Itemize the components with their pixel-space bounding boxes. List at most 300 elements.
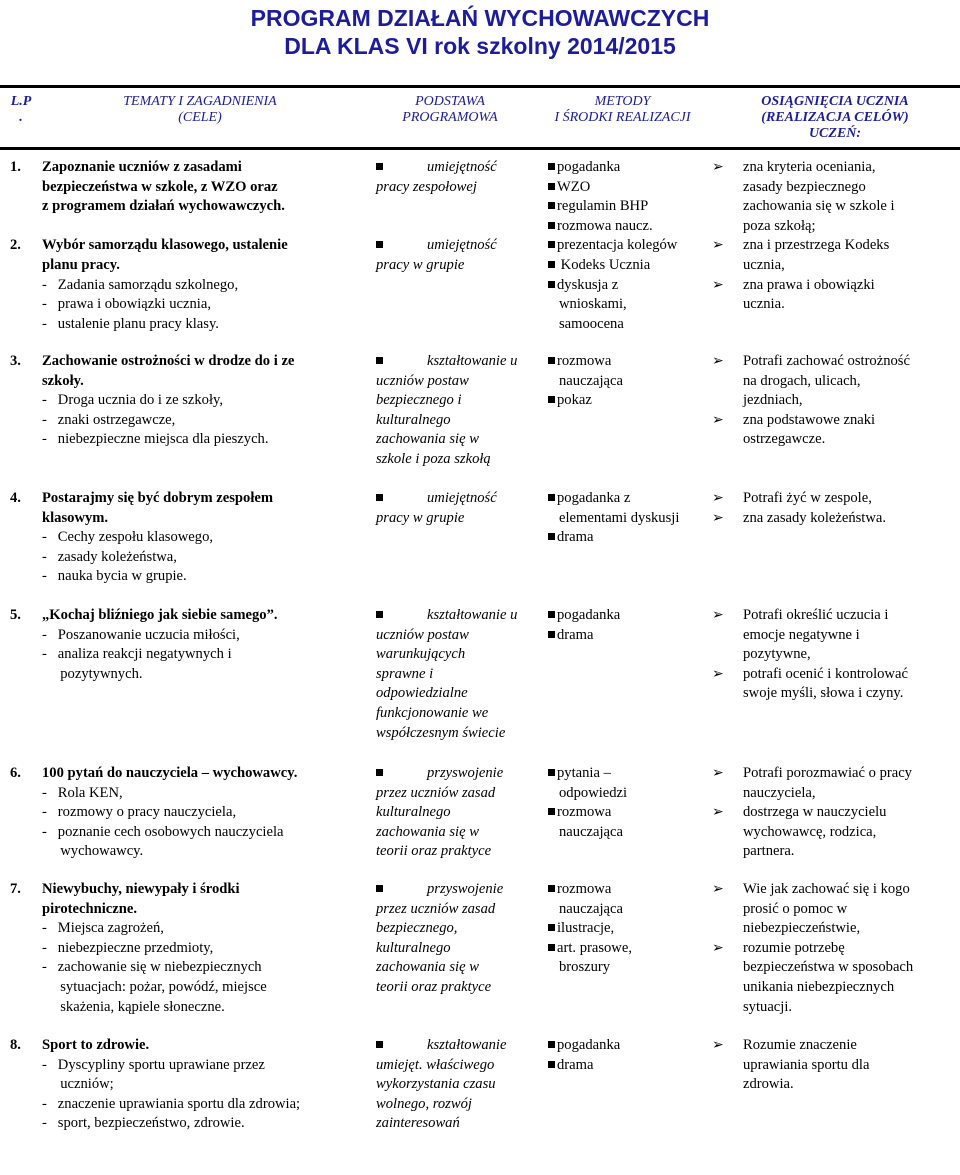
header-metody: METODY I ŚRODKI REALIZACJI <box>554 94 691 125</box>
podstawa-line <box>376 450 544 470</box>
metody-text: nauczająca <box>559 900 623 917</box>
podstawa-text: przyswojenie <box>427 765 504 781</box>
osiagniecia-line <box>712 784 957 804</box>
arrow-bullet-icon: ➢ <box>712 666 724 682</box>
row-number <box>10 764 38 784</box>
osiagniecia-text: swoje myśli, słowa i czyny. <box>743 685 904 702</box>
square-bullet-icon <box>548 808 555 815</box>
metody-line <box>548 528 708 548</box>
osiagniecia-text: nauczyciela, <box>743 784 816 801</box>
podstawa-line <box>376 958 544 978</box>
podstawa-line <box>376 606 544 626</box>
arrow-bullet-icon: ➢ <box>712 805 724 821</box>
podstawa-cell <box>376 764 544 862</box>
osiagniecia-cell <box>712 489 957 528</box>
metody-line <box>548 900 708 920</box>
podstawa-line <box>376 684 544 704</box>
podstawa-cell <box>376 489 544 528</box>
metody-text: regulamin BHP <box>557 198 649 215</box>
topic-line: - nauka bycia w grupie. <box>42 568 187 585</box>
podstawa-line <box>376 880 544 900</box>
square-bullet-icon <box>548 357 555 364</box>
metody-line <box>548 295 708 315</box>
square-bullet-icon <box>548 769 555 776</box>
metody-line <box>548 1056 708 1076</box>
metody-line <box>548 784 708 804</box>
osiagniecia-text: potrafi ocenić i kontrolować <box>743 665 908 682</box>
metody-text: rozmowa <box>557 353 612 369</box>
topic-line: skażenia, kąpiele słoneczne. <box>42 998 225 1015</box>
podstawa-line <box>376 1075 544 1095</box>
podstawa-text: zachowania się w <box>376 823 479 840</box>
osiagniecia-cell <box>712 352 957 450</box>
podstawa-text: bezpiecznego, <box>376 920 458 937</box>
podstawa-line <box>376 178 544 198</box>
arrow-bullet-icon: ➢ <box>712 940 724 956</box>
metody-text: ilustracje, <box>557 920 615 937</box>
metody-text: nauczająca <box>559 823 623 840</box>
podstawa-cell <box>376 1036 544 1134</box>
metody-line <box>548 158 708 178</box>
arrow-bullet-icon: ➢ <box>712 354 724 369</box>
osiagniecia-text: Rozumie znaczenie <box>743 1037 857 1053</box>
square-bullet-icon <box>548 494 555 501</box>
topic-line: planu pracy. <box>42 256 120 273</box>
podstawa-text: odpowiedzialne <box>376 685 468 702</box>
metody-line <box>548 315 708 335</box>
metody-line <box>548 958 708 978</box>
topic-cell <box>42 158 372 334</box>
metody-line <box>548 509 708 529</box>
osiagniecia-line <box>712 217 957 237</box>
metody-line <box>548 606 708 626</box>
metody-cell <box>548 606 708 645</box>
podstawa-text: uczniów postaw <box>376 626 469 643</box>
document-title-line-1: PROGRAM DZIAŁAŃ WYCHOWAWCZYCH <box>250 5 710 31</box>
topic-line: - prawa i obowiązki ucznia, <box>42 296 211 313</box>
podstawa-line <box>376 645 544 665</box>
podstawa-text: wykorzystania czasu <box>376 1076 496 1093</box>
osiagniecia-text: uprawiania sportu dla <box>743 1056 870 1073</box>
square-bullet-icon <box>376 241 383 248</box>
podstawa-text: kształtowanie u <box>427 353 518 369</box>
podstawa-text: warunkujących <box>376 646 466 663</box>
square-bullet-icon <box>548 924 555 931</box>
square-bullet-icon <box>376 1041 383 1048</box>
square-bullet-icon <box>376 357 383 364</box>
podstawa-line <box>376 803 544 823</box>
osiagniecia-line <box>712 842 957 862</box>
topic-line: - niebezpieczne przedmioty, <box>42 939 214 956</box>
podstawa-cell <box>376 880 544 998</box>
podstawa-text: funkcjonowanie we <box>376 704 489 721</box>
square-bullet-icon <box>548 1041 555 1048</box>
podstawa-text: przez uczniów zasad <box>376 784 496 801</box>
osiagniecia-line <box>712 606 957 626</box>
osiagniecia-line <box>712 158 957 178</box>
metody-text: rozmowa <box>557 881 612 897</box>
row-number-label <box>10 217 38 237</box>
podstawa-line <box>376 430 544 450</box>
podstawa-text: bezpiecznego i <box>376 392 462 409</box>
podstawa-line <box>376 784 544 804</box>
podstawa-line <box>376 1036 544 1056</box>
square-bullet-icon <box>548 202 555 209</box>
square-bullet-icon <box>376 611 383 618</box>
podstawa-line <box>376 489 544 509</box>
metody-text: pogadanka z <box>557 490 631 506</box>
arrow-bullet-icon: ➢ <box>712 491 724 506</box>
metody-text: nauczająca <box>559 372 623 389</box>
metody-line <box>548 391 708 411</box>
metody-text: pytania – <box>557 765 611 781</box>
topic-cell <box>42 352 372 450</box>
metody-line <box>548 626 708 646</box>
topic-line: - zachowanie się w niebezpiecznych <box>42 959 262 976</box>
osiagniecia-cell <box>712 1036 957 1095</box>
podstawa-line <box>376 842 544 862</box>
square-bullet-icon <box>548 261 555 268</box>
square-bullet-icon <box>548 1061 555 1068</box>
row-number-label: 3. <box>10 353 21 369</box>
podstawa-text: współczesnym świecie <box>376 724 506 741</box>
topic-line: - Droga ucznia do i ze szkoły, <box>42 392 224 409</box>
osiagniecia-line <box>712 489 957 509</box>
metody-text: pogadanka <box>557 1037 621 1053</box>
osiagniecia-text: niebezpieczeństwie, <box>743 920 861 937</box>
podstawa-cell <box>376 606 544 743</box>
podstawa-line <box>376 1095 544 1115</box>
podstawa-text: przez uczniów zasad <box>376 900 496 917</box>
row-number-label <box>10 197 38 217</box>
osiagniecia-text: wychowawcę, rodzica, <box>743 823 877 840</box>
metody-line <box>548 276 708 296</box>
osiagniecia-line <box>712 276 957 296</box>
arrow-bullet-icon: ➢ <box>712 277 724 293</box>
osiagniecia-line <box>712 411 957 431</box>
topic-line: - Rola KEN, <box>42 784 123 801</box>
osiagniecia-text: ucznia. <box>743 296 785 313</box>
row-number-label: 2. <box>10 237 21 254</box>
metody-line <box>548 197 708 217</box>
metody-text: odpowiedzi <box>559 784 628 801</box>
osiagniecia-text: zna zasady koleżeństwa. <box>743 509 887 526</box>
osiagniecia-text: ostrzegawcze. <box>743 431 826 448</box>
square-bullet-icon <box>548 611 555 618</box>
osiagniecia-text: zdrowia. <box>743 1076 794 1093</box>
row-number <box>10 606 38 626</box>
topic-line: Wybór samorządu klasowego, ustalenie <box>42 237 288 254</box>
metody-text: dyskusja z <box>557 276 619 293</box>
osiagniecia-text: Wie jak zachować się i kogo <box>743 881 910 897</box>
osiagniecia-text: emocje negatywne i <box>743 626 860 643</box>
square-bullet-icon <box>376 163 383 170</box>
osiagniecia-line <box>712 1075 957 1095</box>
topic-line: szkoły. <box>42 372 84 389</box>
topic-line: sytuacjach: pożar, powódź, miejsce <box>42 978 267 995</box>
osiagniecia-line <box>712 236 957 256</box>
metody-cell <box>548 158 708 334</box>
metody-line <box>548 803 708 823</box>
osiagniecia-line <box>712 958 957 978</box>
osiagniecia-line <box>712 998 957 1018</box>
podstawa-line <box>376 919 544 939</box>
metody-line <box>548 256 708 276</box>
topic-line: - znaczenie uprawiania sportu dla zdrowia; <box>42 1095 301 1112</box>
header-osiagniecia: OSIĄGNIĘCIA UCZNIA (REALIZACJA CELÓW) UCZEŃ: <box>761 94 909 141</box>
osiagniecia-line <box>712 684 957 704</box>
podstawa-text: pracy zespołowej <box>376 178 477 195</box>
osiagniecia-text: unikania niebezpiecznych <box>743 978 895 995</box>
topic-line: pirotechniczne. <box>42 900 137 917</box>
podstawa-line <box>376 256 544 276</box>
metody-line <box>548 939 708 959</box>
header-bottom-border <box>0 147 960 150</box>
osiagniecia-text: rozumie potrzebę <box>743 939 845 956</box>
metody-text: WZO <box>557 178 591 195</box>
metody-text: Kodeks Ucznia <box>557 256 651 273</box>
metody-text: pokaz <box>557 392 592 409</box>
osiagniecia-line <box>712 823 957 843</box>
podstawa-text: zachowania się w <box>376 431 479 448</box>
row-number <box>10 1036 38 1056</box>
osiagniecia-line <box>712 256 957 276</box>
podstawa-text: kulturalnego <box>376 411 451 428</box>
podstawa-line <box>376 217 544 237</box>
osiagniecia-text: pozytywne, <box>743 646 811 663</box>
topic-line: - sport, bezpieczeństwo, zdrowie. <box>42 1115 245 1132</box>
osiagniecia-cell <box>712 158 957 315</box>
osiagniecia-text: zna prawa i obowiązki <box>743 276 875 293</box>
metody-line <box>548 372 708 392</box>
podstawa-line <box>376 1114 544 1134</box>
metody-cell <box>548 489 708 548</box>
podstawa-text: kulturalnego <box>376 804 451 821</box>
topic-line: Zapoznanie uczniów z zasadami <box>42 159 242 175</box>
metody-text: rozmowa naucz. <box>557 217 653 234</box>
podstawa-line <box>376 724 544 744</box>
arrow-bullet-icon: ➢ <box>712 160 724 175</box>
podstawa-text: umiejętność <box>427 159 497 175</box>
podstawa-text: kształtowanie u <box>427 607 518 623</box>
topic-line: Postarajmy się być dobrym zespołem <box>42 490 274 506</box>
topic-cell <box>42 1036 372 1134</box>
row-number <box>10 158 38 256</box>
metody-text: wnioskami, <box>559 296 627 313</box>
metody-line <box>548 236 708 256</box>
podstawa-line <box>376 704 544 724</box>
topic-line: - rozmowy o pracy nauczyciela, <box>42 804 237 821</box>
document-title-line-2: DLA KLAS VI rok szkolny 2014/2015 <box>284 33 676 59</box>
podstawa-text: umiejęt. właściwego <box>376 1056 495 1073</box>
metody-text: samoocena <box>559 315 624 332</box>
row-number <box>10 880 38 900</box>
osiagniecia-line <box>712 803 957 823</box>
topic-line: - Poszanowanie uczucia miłości, <box>42 626 240 643</box>
osiagniecia-text: partnera. <box>743 843 795 860</box>
osiagniecia-text: Potrafi zachować ostrożność <box>743 353 910 369</box>
topic-line: bezpieczeństwa w szkole, z WZO oraz <box>42 178 278 195</box>
podstawa-line <box>376 626 544 646</box>
podstawa-text: szkole i poza szkołą <box>376 450 491 467</box>
podstawa-line <box>376 352 544 372</box>
topic-cell <box>42 489 372 587</box>
row-number <box>10 352 38 372</box>
osiagniecia-text: Potrafi porozmawiać o pracy <box>743 765 912 781</box>
metody-line <box>548 217 708 237</box>
topic-cell <box>42 606 372 684</box>
osiagniecia-text: na drogach, ulicach, <box>743 372 861 389</box>
podstawa-text: pracy w grupie <box>376 256 465 273</box>
podstawa-text: zachowania się w <box>376 959 479 976</box>
arrow-bullet-icon: ➢ <box>712 608 724 623</box>
metody-text: rozmowa <box>557 804 612 821</box>
topic-line: - Dyscypliny sportu uprawiane przez <box>42 1056 265 1073</box>
arrow-bullet-icon: ➢ <box>712 412 724 428</box>
square-bullet-icon <box>548 183 555 190</box>
row-number-label: 4. <box>10 490 21 506</box>
topic-line: z programem działań wychowawczych. <box>42 198 285 215</box>
metody-line <box>548 919 708 939</box>
osiagniecia-text: jezdniach, <box>743 392 803 409</box>
osiagniecia-line <box>712 645 957 665</box>
arrow-bullet-icon: ➢ <box>712 238 724 254</box>
metody-line <box>548 489 708 509</box>
topic-line: uczniów; <box>42 1076 114 1093</box>
topic-line: - niebezpieczne miejsca dla pieszych. <box>42 431 269 448</box>
square-bullet-icon <box>548 944 555 951</box>
metody-text: drama <box>557 626 594 643</box>
osiagniecia-line <box>712 430 957 450</box>
metody-text: pogadanka <box>557 607 621 623</box>
osiagniecia-text: sytuacji. <box>743 998 793 1015</box>
osiagniecia-line <box>712 372 957 392</box>
podstawa-text: pracy w grupie <box>376 509 465 526</box>
podstawa-text: kulturalnego <box>376 939 451 956</box>
metody-cell <box>548 880 708 978</box>
topic-line: - ustalenie planu pracy klasy. <box>42 315 219 332</box>
podstawa-line <box>376 823 544 843</box>
osiagniecia-line <box>712 626 957 646</box>
metody-line <box>548 178 708 198</box>
row-number-label: 6. <box>10 765 21 781</box>
osiagniecia-text: Potrafi określić uczucia i <box>743 607 889 623</box>
square-bullet-icon <box>376 769 383 776</box>
square-bullet-icon <box>548 222 555 229</box>
podstawa-text: teorii oraz praktyce <box>376 843 492 860</box>
osiagniecia-line <box>712 391 957 411</box>
row-number-label: 7. <box>10 881 21 897</box>
square-bullet-icon <box>548 885 555 892</box>
row-number-label: 5. <box>10 607 21 623</box>
podstawa-line <box>376 391 544 411</box>
metody-line <box>548 880 708 900</box>
podstawa-line <box>376 197 544 217</box>
osiagniecia-line <box>712 978 957 998</box>
metody-text: broszury <box>559 959 611 976</box>
metody-text: drama <box>557 529 594 546</box>
square-bullet-icon <box>548 281 555 288</box>
topic-line: - poznanie cech osobowych nauczyciela <box>42 823 284 840</box>
topic-line: klasowym. <box>42 509 109 526</box>
metody-cell <box>548 764 708 842</box>
podstawa-text: umiejętność <box>427 237 497 254</box>
topic-line: „Kochaj bliźniego jak siebie samego”. <box>42 607 278 623</box>
osiagniecia-line <box>712 900 957 920</box>
podstawa-text: wolnego, rozwój <box>376 1095 472 1112</box>
osiagniecia-text: dostrzega w nauczycielu <box>743 804 887 821</box>
arrow-bullet-icon: ➢ <box>712 766 724 781</box>
topic-line: Sport to zdrowie. <box>42 1037 150 1053</box>
table-top-border <box>0 85 960 88</box>
topic-line: - Zadania samorządu szkolnego, <box>42 276 239 293</box>
podstawa-cell <box>376 352 544 470</box>
topic-line: Niewybuchy, niewypały i środki <box>42 881 240 897</box>
metody-text: drama <box>557 1056 594 1073</box>
podstawa-line <box>376 372 544 392</box>
metody-line <box>548 823 708 843</box>
arrow-bullet-icon: ➢ <box>712 882 724 897</box>
osiagniecia-line <box>712 178 957 198</box>
podstawa-line <box>376 1056 544 1076</box>
row-number-label <box>10 178 38 198</box>
osiagniecia-line <box>712 880 957 900</box>
topic-line: - Miejsca zagrożeń, <box>42 920 164 937</box>
topic-line: - Cechy zespołu klasowego, <box>42 529 214 546</box>
header-podstawa: PODSTAWA PROGRAMOWA <box>402 94 498 125</box>
osiagniecia-cell <box>712 606 957 704</box>
square-bullet-icon <box>548 631 555 638</box>
podstawa-line <box>376 236 544 256</box>
osiagniecia-text: poza szkołą; <box>743 217 816 234</box>
topic-cell <box>42 764 372 862</box>
square-bullet-icon <box>548 533 555 540</box>
square-bullet-icon <box>376 494 383 501</box>
osiagniecia-text: zachowania się w szkole i <box>743 198 895 215</box>
podstawa-line <box>376 158 544 178</box>
osiagniecia-line <box>712 352 957 372</box>
osiagniecia-text: zna podstawowe znaki <box>743 411 876 428</box>
square-bullet-icon <box>548 163 555 170</box>
metody-text: elementami dyskusji <box>559 509 680 526</box>
square-bullet-icon <box>548 396 555 403</box>
osiagniecia-line <box>712 665 957 685</box>
row-number-label: 8. <box>10 1037 21 1053</box>
osiagniecia-line <box>712 1036 957 1056</box>
osiagniecia-text: Potrafi żyć w zespole, <box>743 490 872 506</box>
topic-cell <box>42 880 372 1017</box>
podstawa-cell <box>376 158 544 276</box>
header-lp: L.P . <box>10 94 32 125</box>
topic-line: Zachowanie ostrożności w drodze do i ze <box>42 353 295 369</box>
podstawa-text: zainteresowań <box>376 1115 460 1132</box>
osiagniecia-text: zna kryteria oceniania, <box>743 159 876 175</box>
osiagniecia-line <box>712 1056 957 1076</box>
osiagniecia-cell <box>712 764 957 862</box>
topic-line: - zasady koleżeństwa, <box>42 548 177 565</box>
metody-text: prezentacja kolegów <box>557 237 678 254</box>
osiagniecia-cell <box>712 880 957 1017</box>
metody-line <box>548 352 708 372</box>
topic-line: - znaki ostrzegawcze, <box>42 411 176 428</box>
row-number-label: 1. <box>10 159 21 175</box>
square-bullet-icon <box>548 241 555 248</box>
metody-cell <box>548 1036 708 1075</box>
topic-line: pozytywnych. <box>42 665 143 682</box>
podstawa-text: kształtowanie <box>427 1037 507 1053</box>
row-number <box>10 489 38 509</box>
podstawa-text: teorii oraz praktyce <box>376 978 492 995</box>
